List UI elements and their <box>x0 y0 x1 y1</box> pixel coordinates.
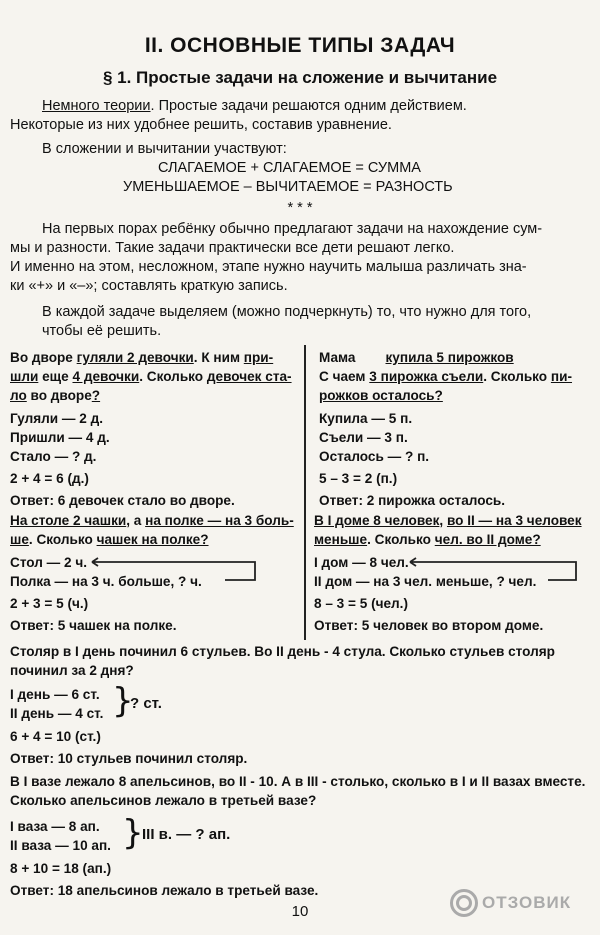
intro-line-1: Немного теории. Простые задачи решаются одним действием. <box>42 98 467 114</box>
houses-row: I дом — 8 чел. <box>314 555 409 570</box>
watermark-logo-icon <box>450 889 478 917</box>
pies-row: Купила — 5 п. <box>319 411 413 426</box>
girls-row: Стало — ? д. <box>10 449 97 464</box>
para2-line: чтобы её решить. <box>42 323 162 339</box>
watermark <box>450 889 571 917</box>
cups-answer: Ответ: 5 чашек на полке. <box>10 618 177 633</box>
houses-equation: 8 – 3 = 5 (чел.) <box>314 596 408 611</box>
problem-girls-text: ло во дворе? <box>10 388 101 403</box>
column-divider <box>304 345 306 640</box>
chapter-title: II. ОСНОВНЫЕ ТИПЫ ЗАДАЧ <box>144 34 456 57</box>
chairs-row: II день — 4 ст. <box>10 706 104 721</box>
oranges-row: I ваза — 8 ап. <box>10 819 100 834</box>
problem-oranges-text: Сколько апельсинов лежало в третьей вазе? <box>10 793 317 808</box>
formula-subtraction: УМЕНЬШАЕМОЕ – ВЫЧИТАЕМОЕ = РАЗНОСТЬ <box>123 179 453 195</box>
problem-cups-text: ше. Сколько чашек на полке? <box>10 532 209 547</box>
pies-row: Осталось — ? п. <box>319 449 430 464</box>
separator-stars: * * * <box>287 200 313 216</box>
houses-row: II дом — на 3 чел. меньше, ? чел. <box>314 574 537 589</box>
oranges-equation: 8 + 10 = 18 (ап.) <box>10 861 112 876</box>
chairs-brace-icon: } <box>112 681 134 721</box>
para1-line: ки «+» и «–»; составлять краткую запись. <box>10 278 288 294</box>
cups-row: Стол — 2 ч. <box>10 555 88 570</box>
oranges-result: III в. — ? ап. <box>142 826 231 843</box>
houses-answer: Ответ: 5 человек во втором доме. <box>314 618 544 633</box>
theory-link: Немного теории <box>42 98 151 114</box>
para2-line: В каждой задаче выделяем (можно подчеркнуть) то, что нужно для того, <box>42 304 532 320</box>
problem-pies-text: Мама купила 5 пирожков <box>319 350 514 365</box>
chairs-result: ? ст. <box>130 695 162 712</box>
pies-equation: 5 – 3 = 2 (п.) <box>319 471 398 486</box>
pies-row: Съели — 3 п. <box>319 430 408 445</box>
problem-houses-text: меньше. Сколько чел. во II доме? <box>314 532 541 547</box>
oranges-row: II ваза — 10 ап. <box>10 838 111 853</box>
chairs-equation: 6 + 4 = 10 (ст.) <box>10 729 101 744</box>
formula-addition: СЛАГАЕМОЕ + СЛАГАЕМОЕ = СУММА <box>158 160 421 176</box>
problem-houses-text: В I доме 8 человек, во II — на 3 человек <box>314 513 582 528</box>
problem-girls-text: шли еще 4 девочки. Сколько девочек ста- <box>10 369 292 384</box>
chairs-row: I день — 6 ст. <box>10 687 100 702</box>
problem-chairs-text: Столяр в I день починил 6 стульев. Во II день - 4 стула. Сколько стульев столяр <box>10 644 555 659</box>
chairs-answer: Ответ: 10 стульев починил столяр. <box>10 751 248 766</box>
problem-pies-text: С чаем 3 пирожка съели. Сколько пи- <box>319 369 573 384</box>
oranges-answer: Ответ: 18 апельсинов лежало в третьей вазе. <box>10 883 319 898</box>
problem-girls-text: Во дворе гуляли 2 девочки. К ним при- <box>10 350 274 365</box>
oranges-brace-icon: } <box>122 813 144 853</box>
cups-arrow-icon <box>90 555 260 585</box>
para1-line: И именно на этом, несложном, этапе нужно научить малыша различать зна- <box>10 259 527 275</box>
girls-equation: 2 + 4 = 6 (д.) <box>10 471 89 486</box>
problem-cups-text: На столе 2 чашки, а на полке — на 3 боль- <box>10 513 294 528</box>
watermark-text: ОТЗОВИК <box>482 893 572 912</box>
para1-line: мы и разности. Такие задачи практически все дети решают легко. <box>10 240 455 256</box>
para1-line: На первых порах ребёнку обычно предлагают задачи на нахождение сум- <box>42 221 543 237</box>
cups-row: Полка — на 3 ч. больше, ? ч. <box>10 574 202 589</box>
section-title: § 1. Простые задачи на сложение и вычитание <box>102 68 498 87</box>
houses-arrow-icon <box>408 555 580 585</box>
problem-chairs-text: починил за 2 дня? <box>10 663 134 678</box>
participants-line: В сложении и вычитании участвуют: <box>42 141 287 157</box>
pies-answer: Ответ: 2 пирожка осталось. <box>319 493 506 508</box>
girls-row: Гуляли — 2 д. <box>10 411 104 426</box>
intro-line-2: Некоторые из них удобнее решить, составив уравнение. <box>10 117 392 133</box>
problem-oranges-text: В I вазе лежало 8 апельсинов, во II - 10. А в III - столько, сколько в I и II вазах вместе. <box>10 774 586 789</box>
girls-answer: Ответ: 6 девочек стало во дворе. <box>10 493 235 508</box>
cups-equation: 2 + 3 = 5 (ч.) <box>10 596 89 611</box>
girls-row: Пришли — 4 д. <box>10 430 110 445</box>
page-number: 10 <box>291 903 309 920</box>
problem-pies-text: рожков осталось? <box>319 388 443 403</box>
